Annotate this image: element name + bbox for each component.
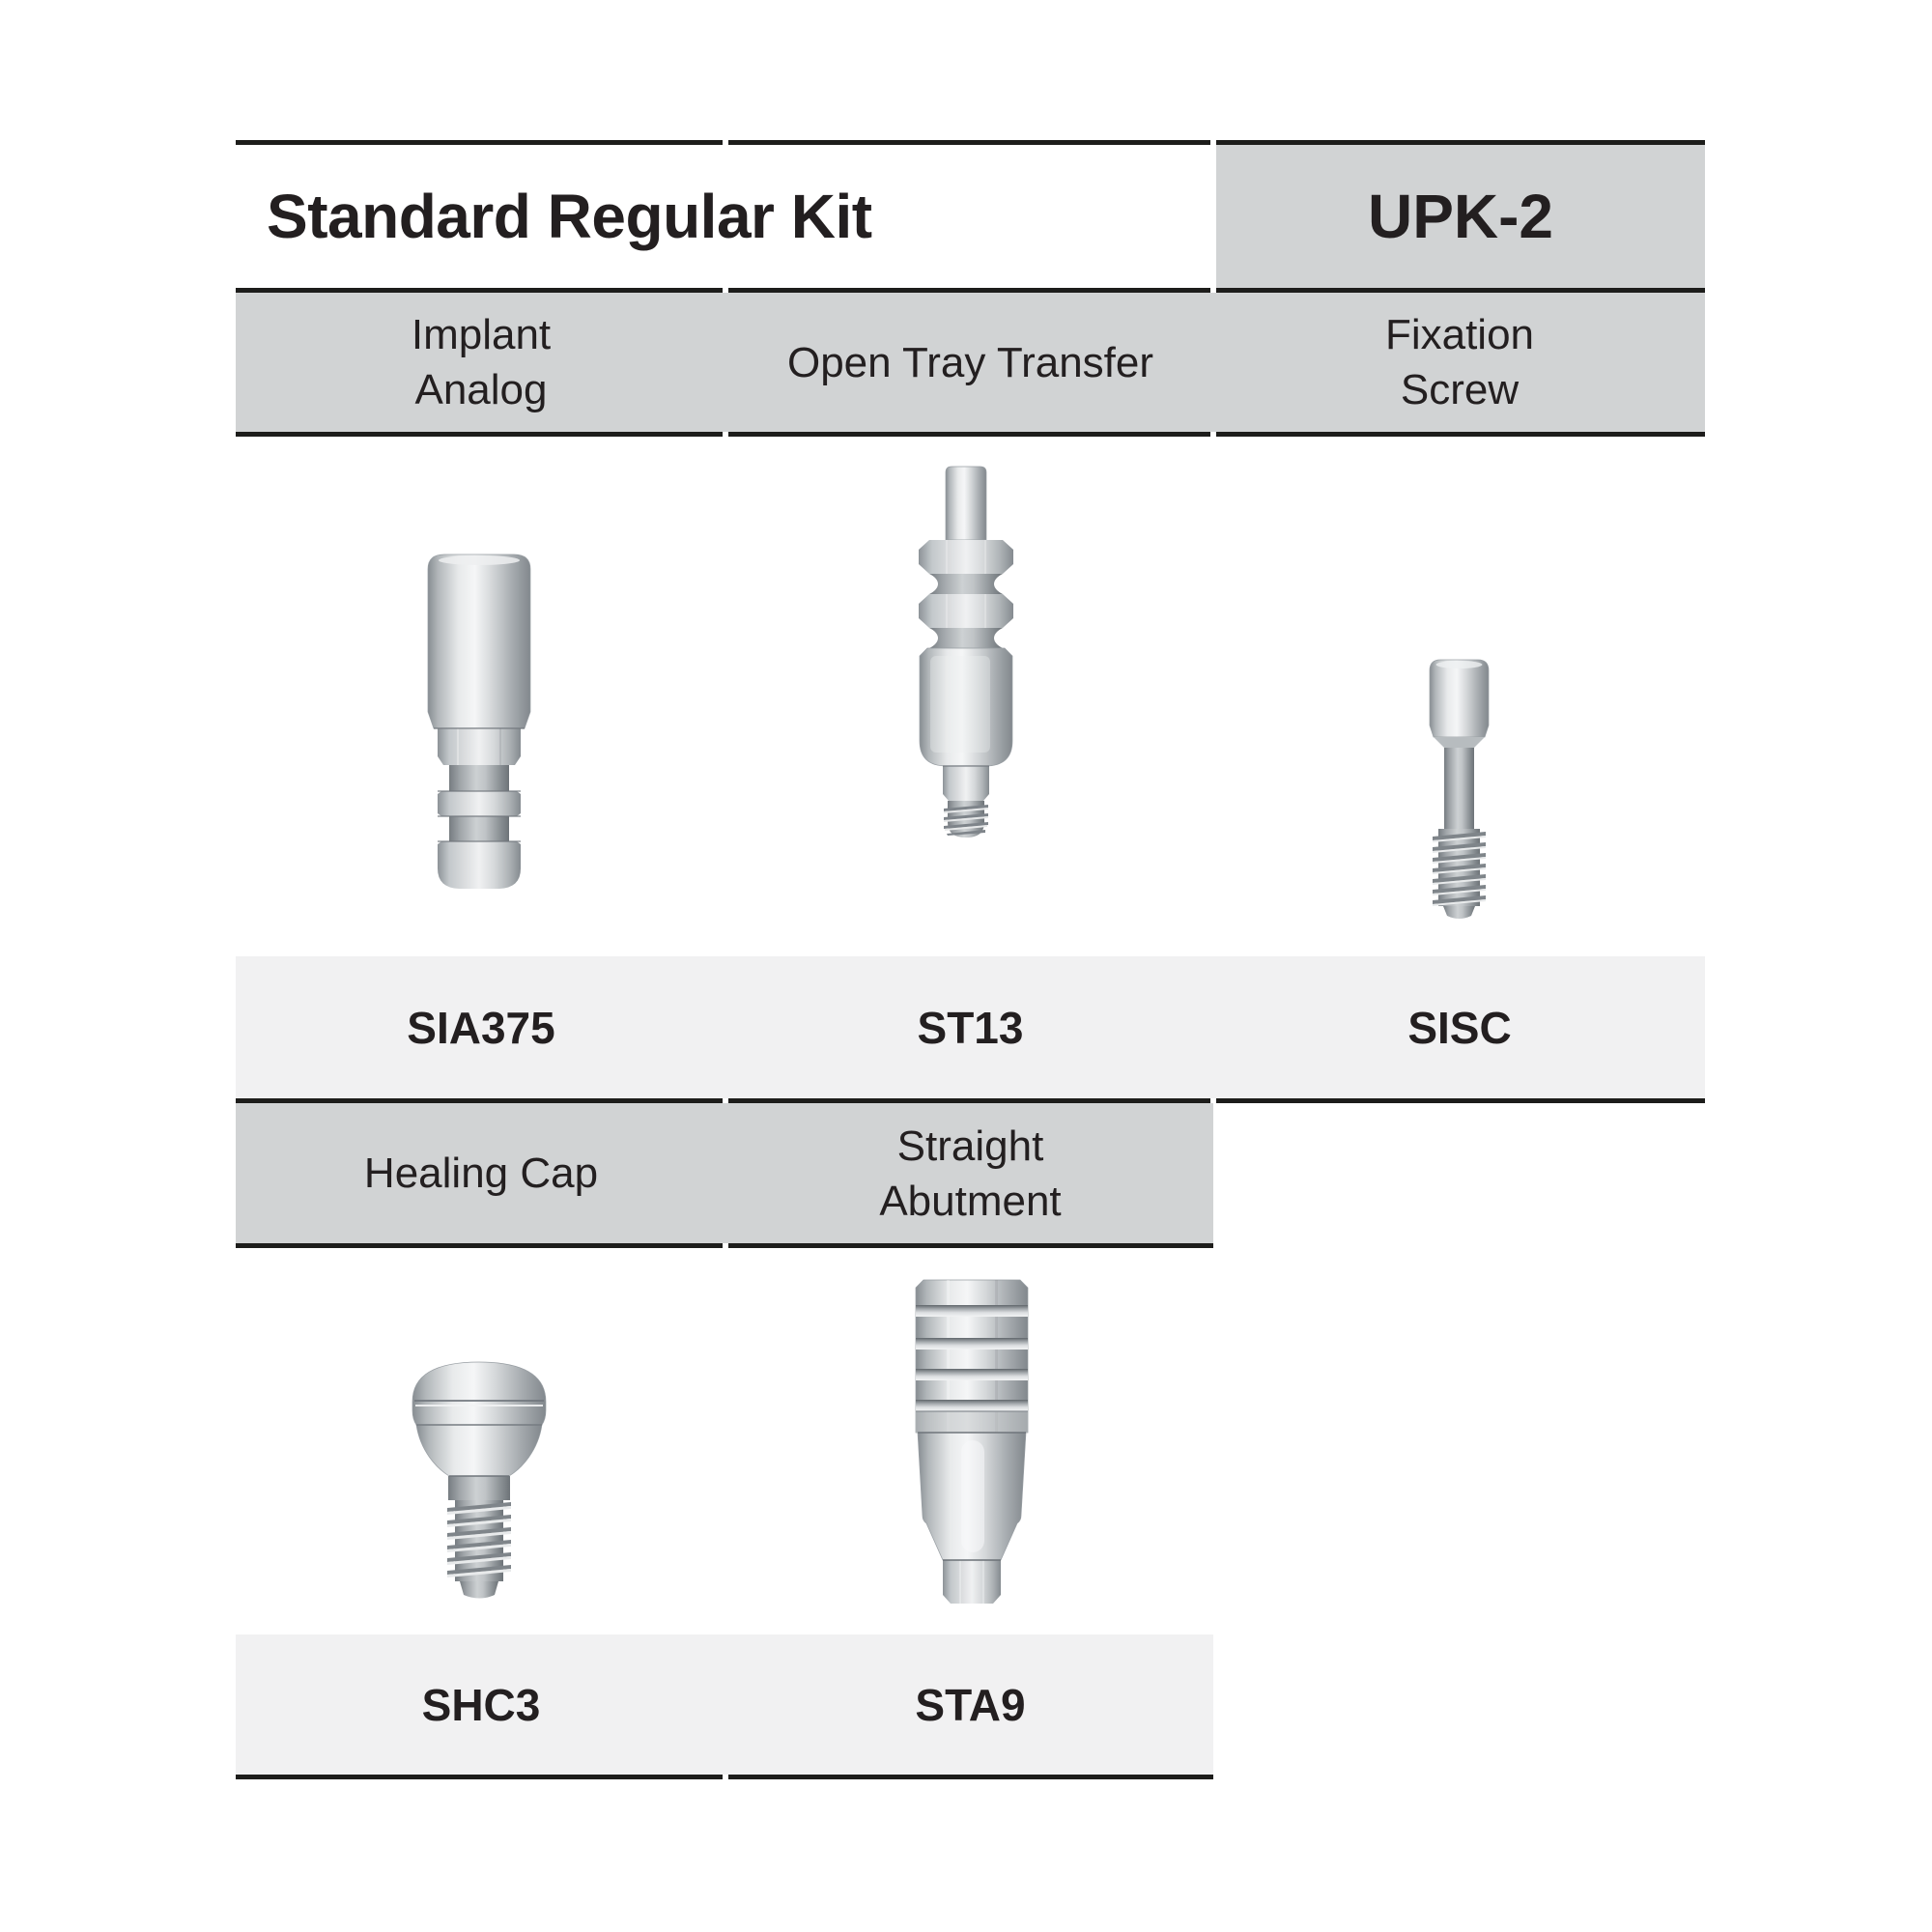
straight-abutment-image: [912, 1278, 1032, 1606]
header-line: Fixation: [1384, 311, 1535, 358]
table-border: [1216, 432, 1705, 437]
healing-cap-image: [410, 1357, 549, 1603]
product-code-sisc: SISC: [1407, 1002, 1512, 1053]
table-border: [236, 1243, 723, 1248]
column-header-open-tray-transfer: [726, 293, 1214, 432]
header-line: Open Tray Transfer: [786, 338, 1154, 386]
product-code-sia375: SIA375: [407, 1002, 555, 1053]
product-code-st13: ST13: [917, 1002, 1024, 1053]
implant-analog-image: [425, 552, 533, 892]
fixation-screw-image: [1427, 658, 1492, 923]
column-header-fixation-screw: [1214, 293, 1705, 432]
kit-title: Standard Regular Kit: [267, 182, 872, 251]
table-border: [236, 1775, 723, 1779]
product-code-shc3: SHC3: [421, 1679, 541, 1730]
column-header-implant-analog: [236, 293, 726, 432]
table-border: [236, 432, 723, 437]
table-border: [1216, 1098, 1705, 1103]
header-line: Analog: [414, 366, 548, 413]
table-border: [728, 1775, 1213, 1779]
kit-code-badge: UPK-2: [1367, 182, 1554, 251]
header-line: Screw: [1400, 366, 1520, 413]
header-line: Straight: [896, 1122, 1044, 1170]
header-line: Healing Cap: [363, 1150, 599, 1197]
table-border: [728, 1243, 1213, 1248]
column-header-healing-cap: [236, 1103, 726, 1243]
column-header-straight-abutment: [726, 1103, 1214, 1243]
header-line: Abutment: [879, 1177, 1062, 1225]
product-code-sta9: STA9: [915, 1679, 1026, 1730]
open-tray-transfer-image: [918, 465, 1014, 839]
table-border: [728, 432, 1210, 437]
header-line: Implant: [411, 311, 552, 358]
